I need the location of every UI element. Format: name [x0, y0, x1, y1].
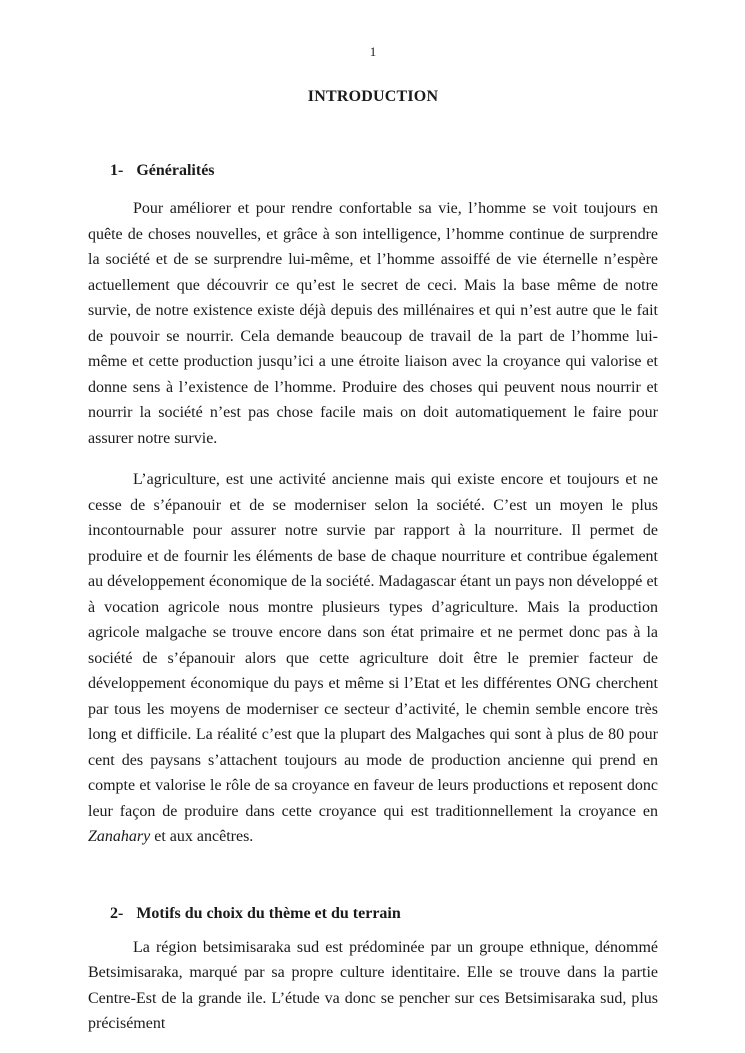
section-heading-motifs: [88, 905, 658, 922]
section-title: Motifs du choix du thème et du terrain: [136, 904, 401, 922]
italic-term-zanahary: Zanahary: [88, 828, 151, 845]
paragraph-motifs-1: La région betsimisaraka sud est prédominée par un groupe ethnique, dénommé Betsimisaraka, marqué par sa propre culture identitaire. Elle se trouve dans la partie Centre-Est de la grande ile. L’étude va donc se pencher sur ces Betsimisaraka sud, plus précisément: [88, 938, 658, 1032]
page-number: 1: [369, 44, 377, 59]
section-number: 2-: [110, 904, 124, 922]
paragraph-generalites-1: Pour améliorer et pour rendre confortable sa vie, l’homme se voit toujours en quête de choses nouvelles, et grâce à son intelligence, l’homme continue de surprendre la société et de se surprendre lui-même, et l’homme assoiffé de vie éternelle n’espère actuellement que découvrir ce qu’est le secret de ceci. Mais la base même de notre survie, de notre existence existe déjà depuis des millénaires et qui n’est autre que le fait de pouvoir se nourrir. Cela demande beaucoup de travail de la part de l’homme lui-même et cette production jusqu’ici a une étroite liaison avec la croyance qui valorise et donne sens à l’existence de l’homme. Produire des choses qui peuvent nous nourrir et nourrir la société n’est pas chose facile mais on doit automatiquement le faire pour assurer notre survie.: [88, 200, 658, 447]
section-title: Généralités: [136, 162, 215, 179]
section-heading-generalites: [88, 162, 658, 179]
document-title: INTRODUCTION: [307, 88, 439, 105]
paragraph-text: et aux ancêtres.: [150, 828, 254, 845]
paragraph-generalites-2: [88, 467, 658, 850]
section-number: 1-: [110, 162, 124, 179]
paragraph-text: L’agriculture, est une activité ancienne mais qui existe encore et toujours et ne cesse de s’épanouir et de se moderniser selon la société. C’est un moyen le plus incontournable pour assurer notre survie par rapport à la nourriture. Il permet de produire et de fournir les éléments de base de chaque nourriture et contribue également au développement économique de la société. Madagascar étant un pays non développé et à vocation agricole nous montre plusieurs types d’agriculture. Mais la production agricole malgache se trouve encore dans son état primaire et ne permet donc pas à la société de s’épanouir alors que cette agriculture doit être le premier facteur de développement économique du pays et même si l’Etat et les différentes ONG cherchent par tous les moyens de moderniser ce secteur d’activité, le chemin semble encore très long et difficile. La réalité c’est que la plupart des Malgaches qui sont à plus de 80 pour cent des paysans s’attachent toujours au mode de production ancienne qui prend en compte et valorise le rôle de sa croyance en faveur de leurs productions et reposent donc leur façon de produire dans cette croyance qui est traditionnellement la croyance en: [88, 471, 658, 820]
